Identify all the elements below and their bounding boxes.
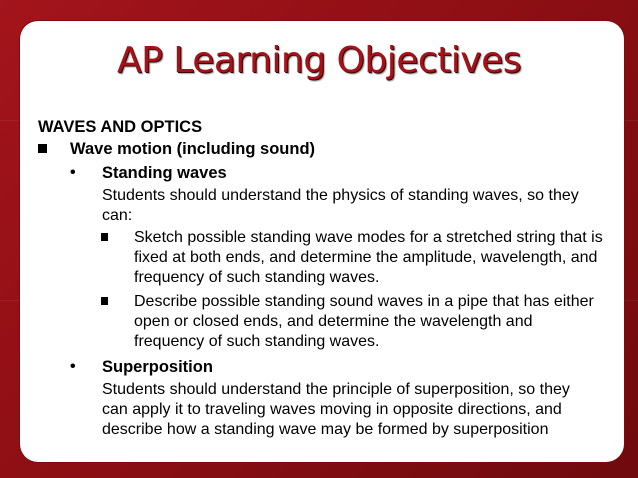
slide-content: [38, 116, 613, 440]
objective-text: Describe possible standing sound waves in a pipe that has either open or closed ends, and determine the wavelength and frequency of such standing waves.: [134, 293, 594, 350]
slide-title: AP Learning Objectives: [117, 40, 521, 81]
section-heading: WAVES AND OPTICS: [38, 118, 203, 136]
square-bullet-icon: [101, 233, 108, 241]
topic-label: Wave motion (including sound): [70, 140, 316, 158]
subtopic-standing-waves: [38, 162, 613, 184]
subtopic-heading: Standing waves: [102, 164, 227, 182]
subtopic-superposition: [38, 356, 613, 378]
topic-bullet: [38, 138, 613, 160]
subtopic-intro: Students should understand the physics of standing waves, so they can:: [102, 187, 579, 224]
objective-item: [38, 292, 604, 352]
dot-bullet-icon: •: [70, 164, 76, 181]
subtopic-heading: Superposition: [102, 358, 213, 376]
subtopic-intro: Students should understand the principle of superposition, so they can apply it to traveling waves moving in opposite directions, and describe how a standing wave may be formed by superposition: [102, 381, 570, 438]
square-bullet-icon: [101, 297, 108, 305]
objective-text: Sketch possible standing wave modes for a stretched string that is fixed at both ends, and determine the amplitude, wavelength, and frequency of such standing waves.: [134, 229, 603, 286]
dot-bullet-icon: •: [70, 358, 76, 375]
objective-item: [38, 228, 604, 288]
square-bullet-icon: [38, 144, 47, 153]
